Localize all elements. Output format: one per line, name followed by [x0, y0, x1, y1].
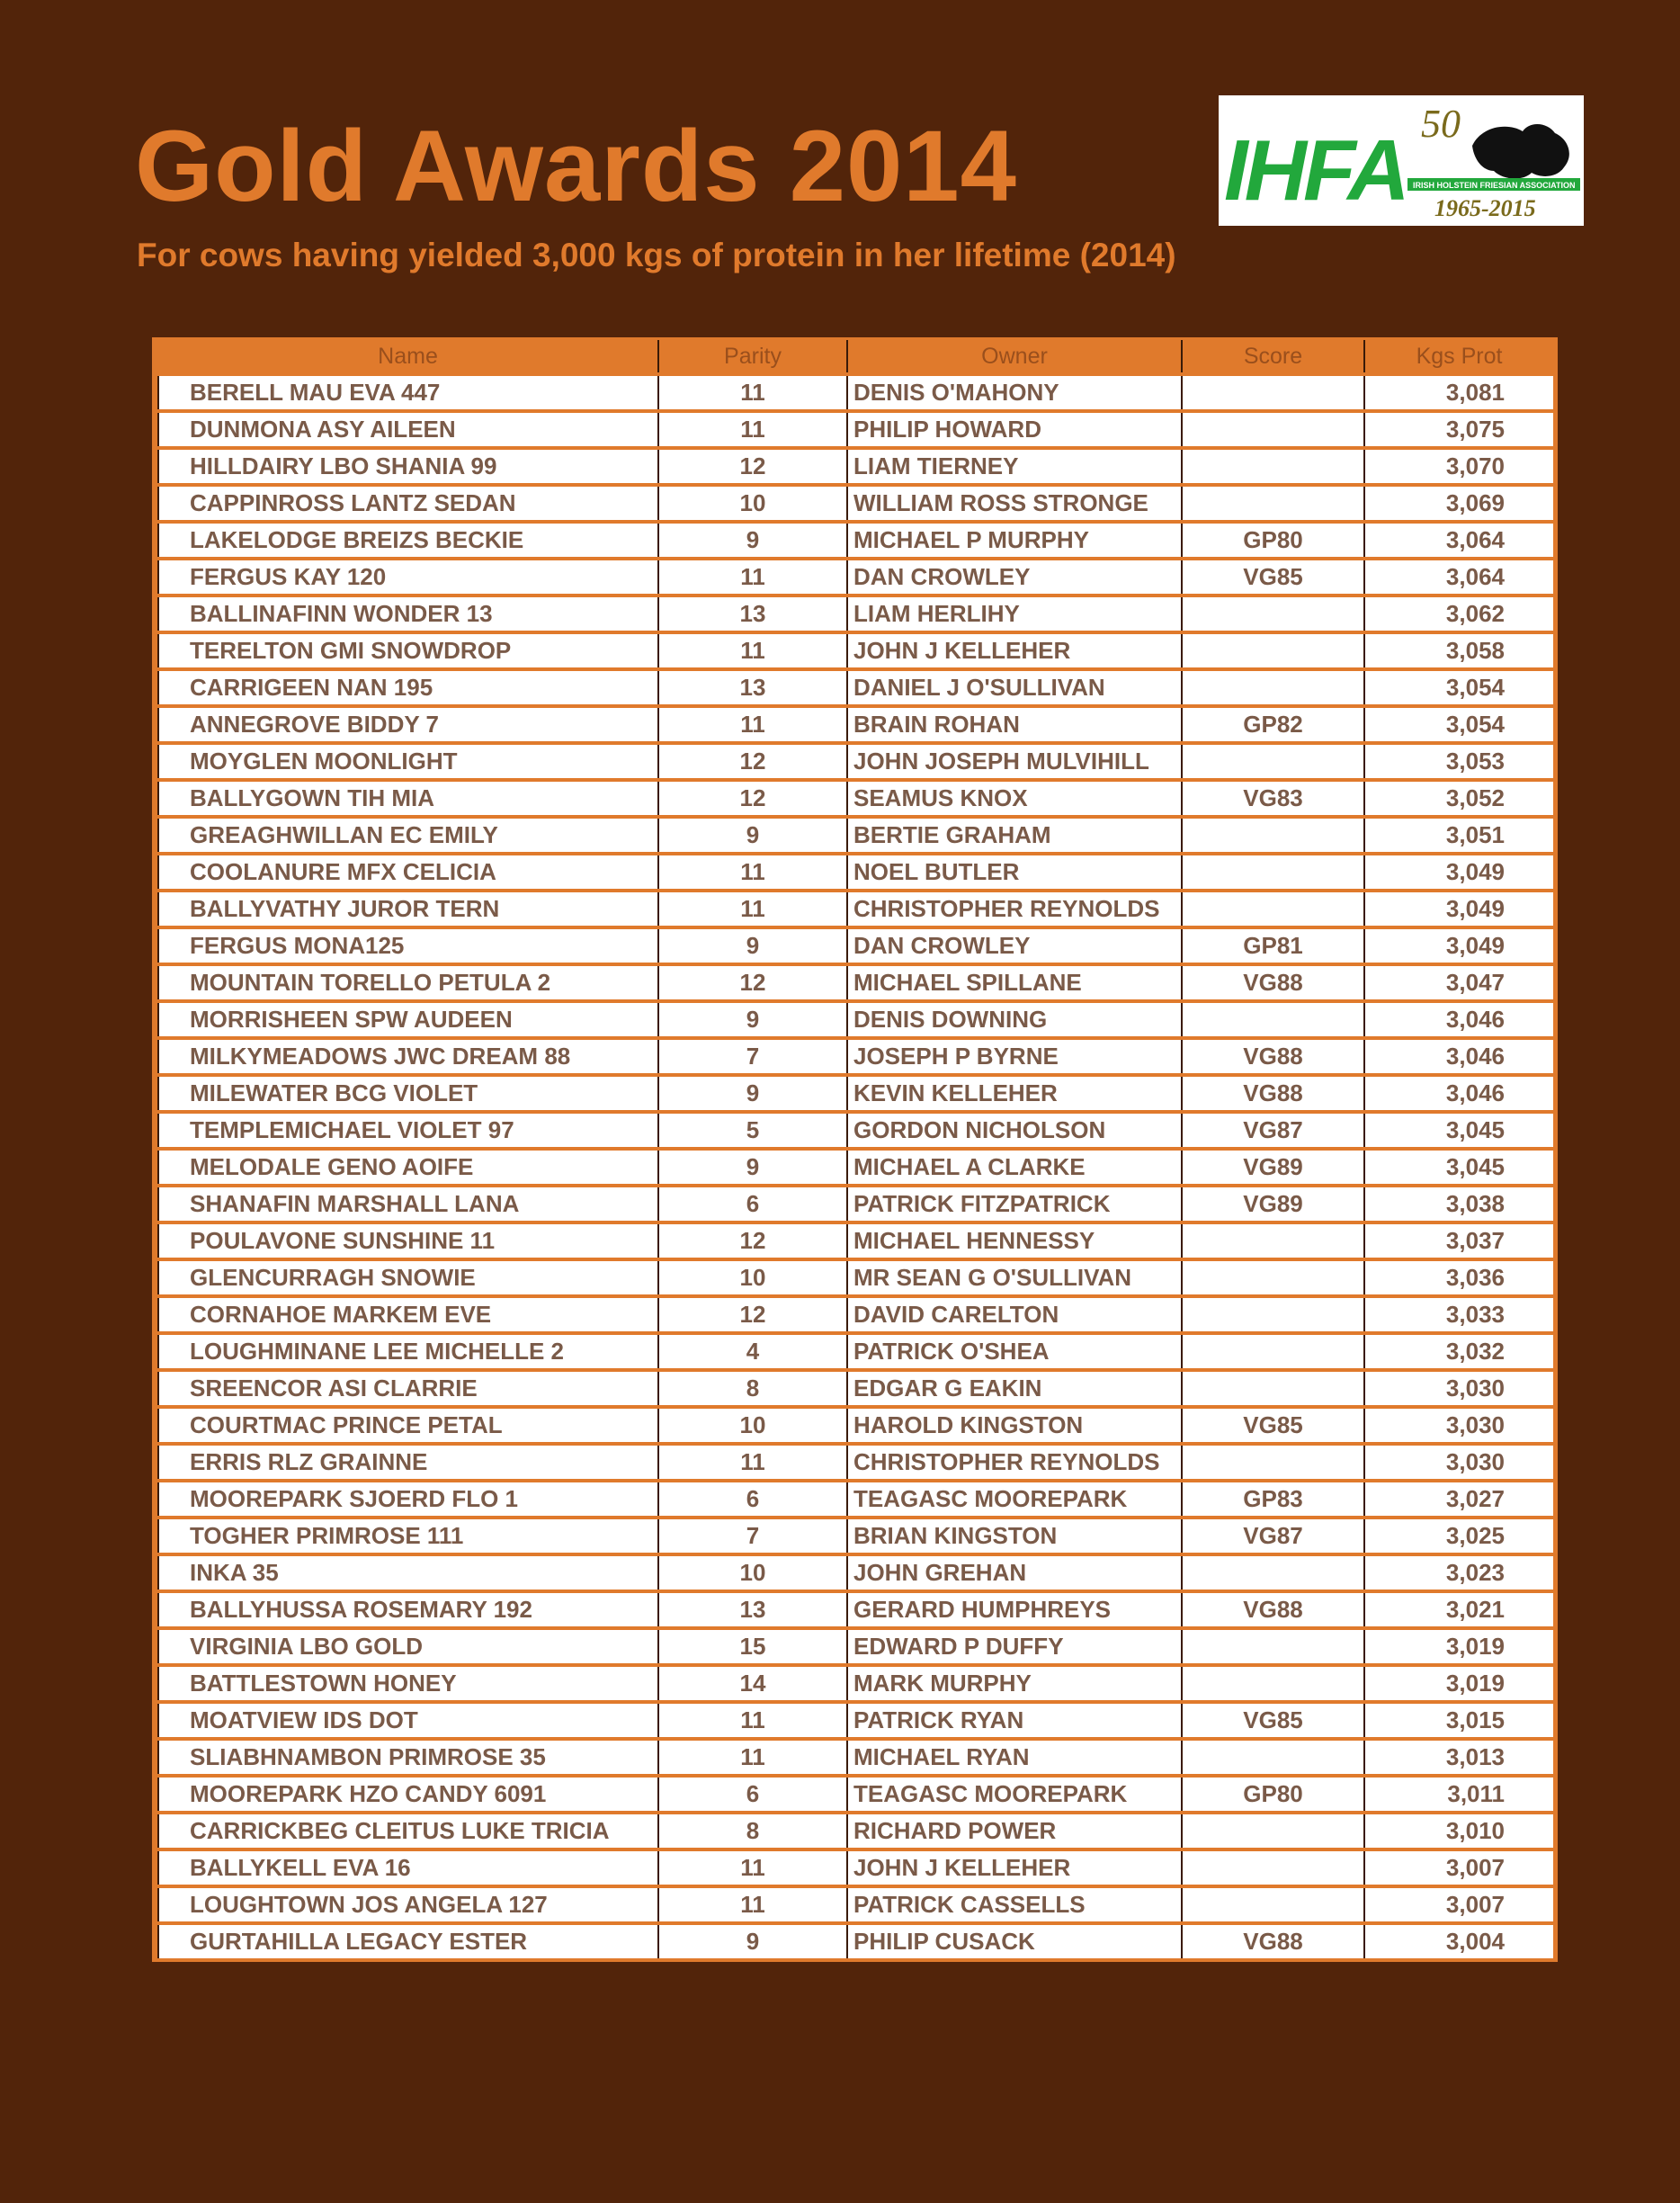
cell-parity: 11 [658, 374, 847, 411]
cell-parity: 8 [658, 1370, 847, 1407]
cell-parity: 11 [658, 411, 847, 448]
table-row [158, 817, 1553, 854]
cell-parity: 13 [658, 669, 847, 706]
cell-parity: 4 [658, 1333, 847, 1370]
table-row [158, 632, 1553, 669]
table-row [158, 1776, 1553, 1813]
cell-parity: 6 [658, 1776, 847, 1813]
cell-kgs-prot: 3,030 [1364, 1444, 1553, 1481]
cell-owner: BERTIE GRAHAM [847, 817, 1182, 854]
cell-name: MELODALE GENO AOIFE [158, 1149, 658, 1186]
cell-kgs-prot: 3,046 [1364, 1075, 1553, 1112]
cell-name: TERELTON GMI SNOWDROP [158, 632, 658, 669]
column-header-score: Score [1182, 340, 1364, 374]
cell-owner: MICHAEL P MURPHY [847, 522, 1182, 559]
cell-score: GP83 [1182, 1481, 1364, 1518]
cell-score [1182, 1886, 1364, 1923]
cell-owner: JOHN J KELLEHER [847, 1849, 1182, 1886]
cell-kgs-prot: 3,053 [1364, 743, 1553, 780]
cell-name: LAKELODGE BREIZS BECKIE [158, 522, 658, 559]
cell-name: TEMPLEMICHAEL VIOLET 97 [158, 1112, 658, 1149]
table-row [158, 1038, 1553, 1075]
cell-name: GLENCURRAGH SNOWIE [158, 1259, 658, 1296]
column-header-parity: Parity [658, 340, 847, 374]
table-row [158, 1591, 1553, 1628]
cell-kgs-prot: 3,054 [1364, 669, 1553, 706]
cell-name: MILKYMEADOWS JWC DREAM 88 [158, 1038, 658, 1075]
cell-parity: 9 [658, 817, 847, 854]
cell-owner: DAVID CARELTON [847, 1296, 1182, 1333]
cell-name: BALLINAFINN WONDER 13 [158, 596, 658, 632]
cell-kgs-prot: 3,070 [1364, 448, 1553, 485]
cell-name: MOATVIEW IDS DOT [158, 1702, 658, 1739]
cell-parity: 12 [658, 1222, 847, 1259]
cell-owner: RICHARD POWER [847, 1813, 1182, 1849]
cell-name: BATTLESTOWN HONEY [158, 1665, 658, 1702]
cell-owner: JOHN JOSEPH MULVIHILL [847, 743, 1182, 780]
cell-kgs-prot: 3,045 [1364, 1149, 1553, 1186]
cell-score [1182, 817, 1364, 854]
logo-anniversary: 50 [1421, 102, 1461, 146]
cell-kgs-prot: 3,013 [1364, 1739, 1553, 1776]
cell-score [1182, 411, 1364, 448]
cell-owner: CHRISTOPHER REYNOLDS [847, 1444, 1182, 1481]
cell-name: FERGUS KAY 120 [158, 559, 658, 596]
cell-kgs-prot: 3,007 [1364, 1849, 1553, 1886]
table-row [158, 1259, 1553, 1296]
cell-score: VG83 [1182, 780, 1364, 817]
cell-name: BALLYVATHY JUROR TERN [158, 891, 658, 927]
cell-kgs-prot: 3,027 [1364, 1481, 1553, 1518]
table-row [158, 485, 1553, 522]
cell-score [1182, 743, 1364, 780]
cell-name: SLIABHNAMBON PRIMROSE 35 [158, 1739, 658, 1776]
cell-owner: TEAGASC MOOREPARK [847, 1481, 1182, 1518]
cell-parity: 9 [658, 522, 847, 559]
cell-owner: BRAIN ROHAN [847, 706, 1182, 743]
column-header-owner: Owner [847, 340, 1182, 374]
cell-score [1182, 891, 1364, 927]
cell-owner: MICHAEL RYAN [847, 1739, 1182, 1776]
table-row [158, 1444, 1553, 1481]
logo-text: IHFA [1224, 122, 1407, 219]
cell-score: VG88 [1182, 1923, 1364, 1958]
cell-score: VG87 [1182, 1112, 1364, 1149]
cell-kgs-prot: 3,062 [1364, 596, 1553, 632]
cell-owner: LIAM HERLIHY [847, 596, 1182, 632]
logo-years: 1965-2015 [1434, 195, 1536, 221]
cell-name: MOUNTAIN TORELLO PETULA 2 [158, 964, 658, 1001]
cell-name: CARRICKBEG CLEITUS LUKE TRICIA [158, 1813, 658, 1849]
cell-parity: 5 [658, 1112, 847, 1149]
cell-owner: MICHAEL HENNESSY [847, 1222, 1182, 1259]
cell-kgs-prot: 3,010 [1364, 1813, 1553, 1849]
table-row [158, 1665, 1553, 1702]
cell-parity: 11 [658, 1444, 847, 1481]
cell-owner: DAN CROWLEY [847, 927, 1182, 964]
cell-owner: JOHN GREHAN [847, 1554, 1182, 1591]
cell-name: MOOREPARK SJOERD FLO 1 [158, 1481, 658, 1518]
table-row [158, 1923, 1553, 1958]
cell-name: MORRISHEEN SPW AUDEEN [158, 1001, 658, 1038]
cell-parity: 11 [658, 1849, 847, 1886]
cell-name: CAPPINROSS LANTZ SEDAN [158, 485, 658, 522]
cell-kgs-prot: 3,036 [1364, 1259, 1553, 1296]
cell-kgs-prot: 3,045 [1364, 1112, 1553, 1149]
cell-parity: 12 [658, 964, 847, 1001]
cell-score: VG85 [1182, 559, 1364, 596]
table-row [158, 1702, 1553, 1739]
cell-kgs-prot: 3,049 [1364, 854, 1553, 891]
cell-owner: TEAGASC MOOREPARK [847, 1776, 1182, 1813]
table-row [158, 1886, 1553, 1923]
table-row [158, 891, 1553, 927]
table-row [158, 1628, 1553, 1665]
cell-kgs-prot: 3,054 [1364, 706, 1553, 743]
cell-parity: 9 [658, 927, 847, 964]
cell-score [1182, 1001, 1364, 1038]
cell-kgs-prot: 3,046 [1364, 1038, 1553, 1075]
cell-owner: NOEL BUTLER [847, 854, 1182, 891]
cell-score [1182, 1554, 1364, 1591]
cell-owner: KEVIN KELLEHER [847, 1075, 1182, 1112]
cell-kgs-prot: 3,051 [1364, 817, 1553, 854]
cell-parity: 13 [658, 1591, 847, 1628]
cell-name: HILLDAIRY LBO SHANIA 99 [158, 448, 658, 485]
cell-name: BERELL MAU EVA 447 [158, 374, 658, 411]
cell-score [1182, 1813, 1364, 1849]
cell-parity: 12 [658, 743, 847, 780]
table-row [158, 448, 1553, 485]
table-row [158, 1222, 1553, 1259]
cell-owner: EDGAR G EAKIN [847, 1370, 1182, 1407]
cell-score: VG87 [1182, 1518, 1364, 1554]
cell-parity: 14 [658, 1665, 847, 1702]
cell-parity: 11 [658, 632, 847, 669]
cell-score [1182, 1370, 1364, 1407]
cell-name: INKA 35 [158, 1554, 658, 1591]
cell-score [1182, 669, 1364, 706]
cell-kgs-prot: 3,011 [1364, 1776, 1553, 1813]
table-row [158, 1075, 1553, 1112]
cell-owner: LIAM TIERNEY [847, 448, 1182, 485]
cell-owner: PATRICK FITZPATRICK [847, 1186, 1182, 1222]
cell-kgs-prot: 3,007 [1364, 1886, 1553, 1923]
cell-parity: 12 [658, 780, 847, 817]
cell-score: VG85 [1182, 1407, 1364, 1444]
cell-parity: 6 [658, 1481, 847, 1518]
cell-name: FERGUS MONA125 [158, 927, 658, 964]
cell-kgs-prot: 3,025 [1364, 1518, 1553, 1554]
cell-parity: 9 [658, 1075, 847, 1112]
cell-owner: CHRISTOPHER REYNOLDS [847, 891, 1182, 927]
column-header-kgs-prot: Kgs Prot [1364, 340, 1553, 374]
cell-parity: 7 [658, 1038, 847, 1075]
cell-owner: DAN CROWLEY [847, 559, 1182, 596]
cell-parity: 11 [658, 891, 847, 927]
table-row [158, 522, 1553, 559]
cell-kgs-prot: 3,081 [1364, 374, 1553, 411]
table-row [158, 1481, 1553, 1518]
table-row [158, 1370, 1553, 1407]
cell-score: GP82 [1182, 706, 1364, 743]
table-row [158, 780, 1553, 817]
cell-owner: DENIS DOWNING [847, 1001, 1182, 1038]
cell-score: GP80 [1182, 1776, 1364, 1813]
cell-name: BALLYGOWN TIH MIA [158, 780, 658, 817]
table-row [158, 1554, 1553, 1591]
cell-kgs-prot: 3,046 [1364, 1001, 1553, 1038]
cell-owner: HAROLD KINGSTON [847, 1407, 1182, 1444]
cell-parity: 15 [658, 1628, 847, 1665]
cell-score [1182, 1628, 1364, 1665]
cell-name: VIRGINIA LBO GOLD [158, 1628, 658, 1665]
cell-owner: MR SEAN G O'SULLIVAN [847, 1259, 1182, 1296]
table-row [158, 854, 1553, 891]
cell-parity: 6 [658, 1186, 847, 1222]
cell-owner: PATRICK CASSELLS [847, 1886, 1182, 1923]
cell-name: MILEWATER BCG VIOLET [158, 1075, 658, 1112]
cell-owner: GORDON NICHOLSON [847, 1112, 1182, 1149]
cell-name: COURTMAC PRINCE PETAL [158, 1407, 658, 1444]
cell-owner: EDWARD P DUFFY [847, 1628, 1182, 1665]
cell-kgs-prot: 3,030 [1364, 1370, 1553, 1407]
cell-score [1182, 448, 1364, 485]
cell-kgs-prot: 3,019 [1364, 1665, 1553, 1702]
cell-kgs-prot: 3,038 [1364, 1186, 1553, 1222]
cell-name: SREENCOR ASI CLARRIE [158, 1370, 658, 1407]
page-subtitle: For cows having yielded 3,000 kgs of protein in her lifetime (2014) [137, 237, 1176, 273]
cell-score [1182, 632, 1364, 669]
cell-kgs-prot: 3,015 [1364, 1702, 1553, 1739]
cell-owner: MARK MURPHY [847, 1665, 1182, 1702]
cell-parity: 10 [658, 485, 847, 522]
cell-kgs-prot: 3,004 [1364, 1923, 1553, 1958]
cell-kgs-prot: 3,033 [1364, 1296, 1553, 1333]
ihfa-logo [1219, 95, 1584, 226]
cell-name: COOLANURE MFX CELICIA [158, 854, 658, 891]
cell-name: SHANAFIN MARSHALL LANA [158, 1186, 658, 1222]
cell-score: VG89 [1182, 1186, 1364, 1222]
cell-parity: 11 [658, 854, 847, 891]
table-row [158, 596, 1553, 632]
table-row [158, 411, 1553, 448]
cell-parity: 11 [658, 1702, 847, 1739]
cell-name: MOYGLEN MOONLIGHT [158, 743, 658, 780]
cell-name: LOUGHTOWN JOS ANGELA 127 [158, 1886, 658, 1923]
table-header-row [158, 340, 1553, 374]
cell-name: BALLYHUSSA ROSEMARY 192 [158, 1591, 658, 1628]
cell-parity: 10 [658, 1259, 847, 1296]
cell-score: VG88 [1182, 1038, 1364, 1075]
cell-kgs-prot: 3,049 [1364, 927, 1553, 964]
cell-parity: 11 [658, 1739, 847, 1776]
table-row [158, 1149, 1553, 1186]
cell-score: VG89 [1182, 1149, 1364, 1186]
cell-owner: JOSEPH P BYRNE [847, 1038, 1182, 1075]
cell-parity: 11 [658, 1886, 847, 1923]
table-row [158, 1333, 1553, 1370]
cell-name: LOUGHMINANE LEE MICHELLE 2 [158, 1333, 658, 1370]
table-row [158, 1739, 1553, 1776]
table-row [158, 927, 1553, 964]
cell-owner: PHILIP HOWARD [847, 411, 1182, 448]
cell-kgs-prot: 3,047 [1364, 964, 1553, 1001]
cell-kgs-prot: 3,058 [1364, 632, 1553, 669]
cell-kgs-prot: 3,064 [1364, 559, 1553, 596]
table-row [158, 706, 1553, 743]
cell-score: VG88 [1182, 964, 1364, 1001]
cell-parity: 12 [658, 1296, 847, 1333]
table-row [158, 1296, 1553, 1333]
cell-owner: WILLIAM ROSS STRONGE [847, 485, 1182, 522]
table-row [158, 964, 1553, 1001]
table-row [158, 1186, 1553, 1222]
cell-score [1182, 485, 1364, 522]
cell-name: POULAVONE SUNSHINE 11 [158, 1222, 658, 1259]
table-row [158, 1407, 1553, 1444]
cell-kgs-prot: 3,049 [1364, 891, 1553, 927]
column-header-name: Name [378, 343, 438, 369]
cell-parity: 11 [658, 559, 847, 596]
cell-kgs-prot: 3,037 [1364, 1222, 1553, 1259]
logo-association: IRISH HOLSTEIN FRIESIAN ASSOCIATION [1413, 181, 1576, 190]
cell-name: MOOREPARK HZO CANDY 6091 [158, 1776, 658, 1813]
cell-score: GP80 [1182, 522, 1364, 559]
table-row [158, 1849, 1553, 1886]
cell-owner: BRIAN KINGSTON [847, 1518, 1182, 1554]
cell-kgs-prot: 3,032 [1364, 1333, 1553, 1370]
cell-owner: MICHAEL SPILLANE [847, 964, 1182, 1001]
cell-owner: PATRICK RYAN [847, 1702, 1182, 1739]
cell-score [1182, 1665, 1364, 1702]
cell-owner: JOHN J KELLEHER [847, 632, 1182, 669]
cell-score: VG88 [1182, 1591, 1364, 1628]
gold-awards-table-container [152, 337, 1558, 1962]
cell-name: CORNAHOE MARKEM EVE [158, 1296, 658, 1333]
table-row [158, 1112, 1553, 1149]
cell-kgs-prot: 3,030 [1364, 1407, 1553, 1444]
cell-parity: 12 [658, 448, 847, 485]
cell-score [1182, 596, 1364, 632]
cell-name: BALLYKELL EVA 16 [158, 1849, 658, 1886]
cell-name: DUNMONA ASY AILEEN [158, 411, 658, 448]
cell-score [1182, 1444, 1364, 1481]
table-row [158, 743, 1553, 780]
table-row [158, 1813, 1553, 1849]
cell-owner: PATRICK O'SHEA [847, 1333, 1182, 1370]
table-row [158, 669, 1553, 706]
cell-parity: 9 [658, 1001, 847, 1038]
cell-score [1182, 374, 1364, 411]
cell-parity: 8 [658, 1813, 847, 1849]
cell-owner: PHILIP CUSACK [847, 1923, 1182, 1958]
page-title: Gold Awards 2014 [135, 110, 1017, 222]
cell-name: CARRIGEEN NAN 195 [158, 669, 658, 706]
cell-parity: 10 [658, 1407, 847, 1444]
cell-name: ERRIS RLZ GRAINNE [158, 1444, 658, 1481]
cell-score [1182, 1259, 1364, 1296]
cell-parity: 13 [658, 596, 847, 632]
cell-parity: 7 [658, 1518, 847, 1554]
cell-parity: 11 [658, 706, 847, 743]
table-row [158, 1518, 1553, 1554]
cell-owner: DANIEL J O'SULLIVAN [847, 669, 1182, 706]
cell-score [1182, 1739, 1364, 1776]
cell-kgs-prot: 3,023 [1364, 1554, 1553, 1591]
cell-kgs-prot: 3,069 [1364, 485, 1553, 522]
table-row [158, 1001, 1553, 1038]
cell-kgs-prot: 3,075 [1364, 411, 1553, 448]
cell-name: GURTAHILLA LEGACY ESTER [158, 1923, 658, 1958]
cell-score [1182, 1333, 1364, 1370]
cell-owner: GERARD HUMPHREYS [847, 1591, 1182, 1628]
cell-owner: MICHAEL A CLARKE [847, 1149, 1182, 1186]
cell-score: GP81 [1182, 927, 1364, 964]
cell-owner: DENIS O'MAHONY [847, 374, 1182, 411]
table-row [158, 559, 1553, 596]
table-row [158, 374, 1553, 411]
cell-score [1182, 1296, 1364, 1333]
cell-name: GREAGHWILLAN EC EMILY [158, 817, 658, 854]
cell-score [1182, 1849, 1364, 1886]
cell-parity: 10 [658, 1554, 847, 1591]
cell-score: VG85 [1182, 1702, 1364, 1739]
cell-name: ANNEGROVE BIDDY 7 [158, 706, 658, 743]
table-body [158, 374, 1553, 1958]
gold-awards-table [157, 340, 1553, 1958]
cell-kgs-prot: 3,064 [1364, 522, 1553, 559]
cell-parity: 9 [658, 1149, 847, 1186]
cell-score: VG88 [1182, 1075, 1364, 1112]
cell-kgs-prot: 3,021 [1364, 1591, 1553, 1628]
cell-score [1182, 854, 1364, 891]
cell-parity: 9 [658, 1923, 847, 1958]
cell-score [1182, 1222, 1364, 1259]
cell-name: TOGHER PRIMROSE 111 [158, 1518, 658, 1554]
cell-kgs-prot: 3,019 [1364, 1628, 1553, 1665]
cell-owner: SEAMUS KNOX [847, 780, 1182, 817]
cell-kgs-prot: 3,052 [1364, 780, 1553, 817]
